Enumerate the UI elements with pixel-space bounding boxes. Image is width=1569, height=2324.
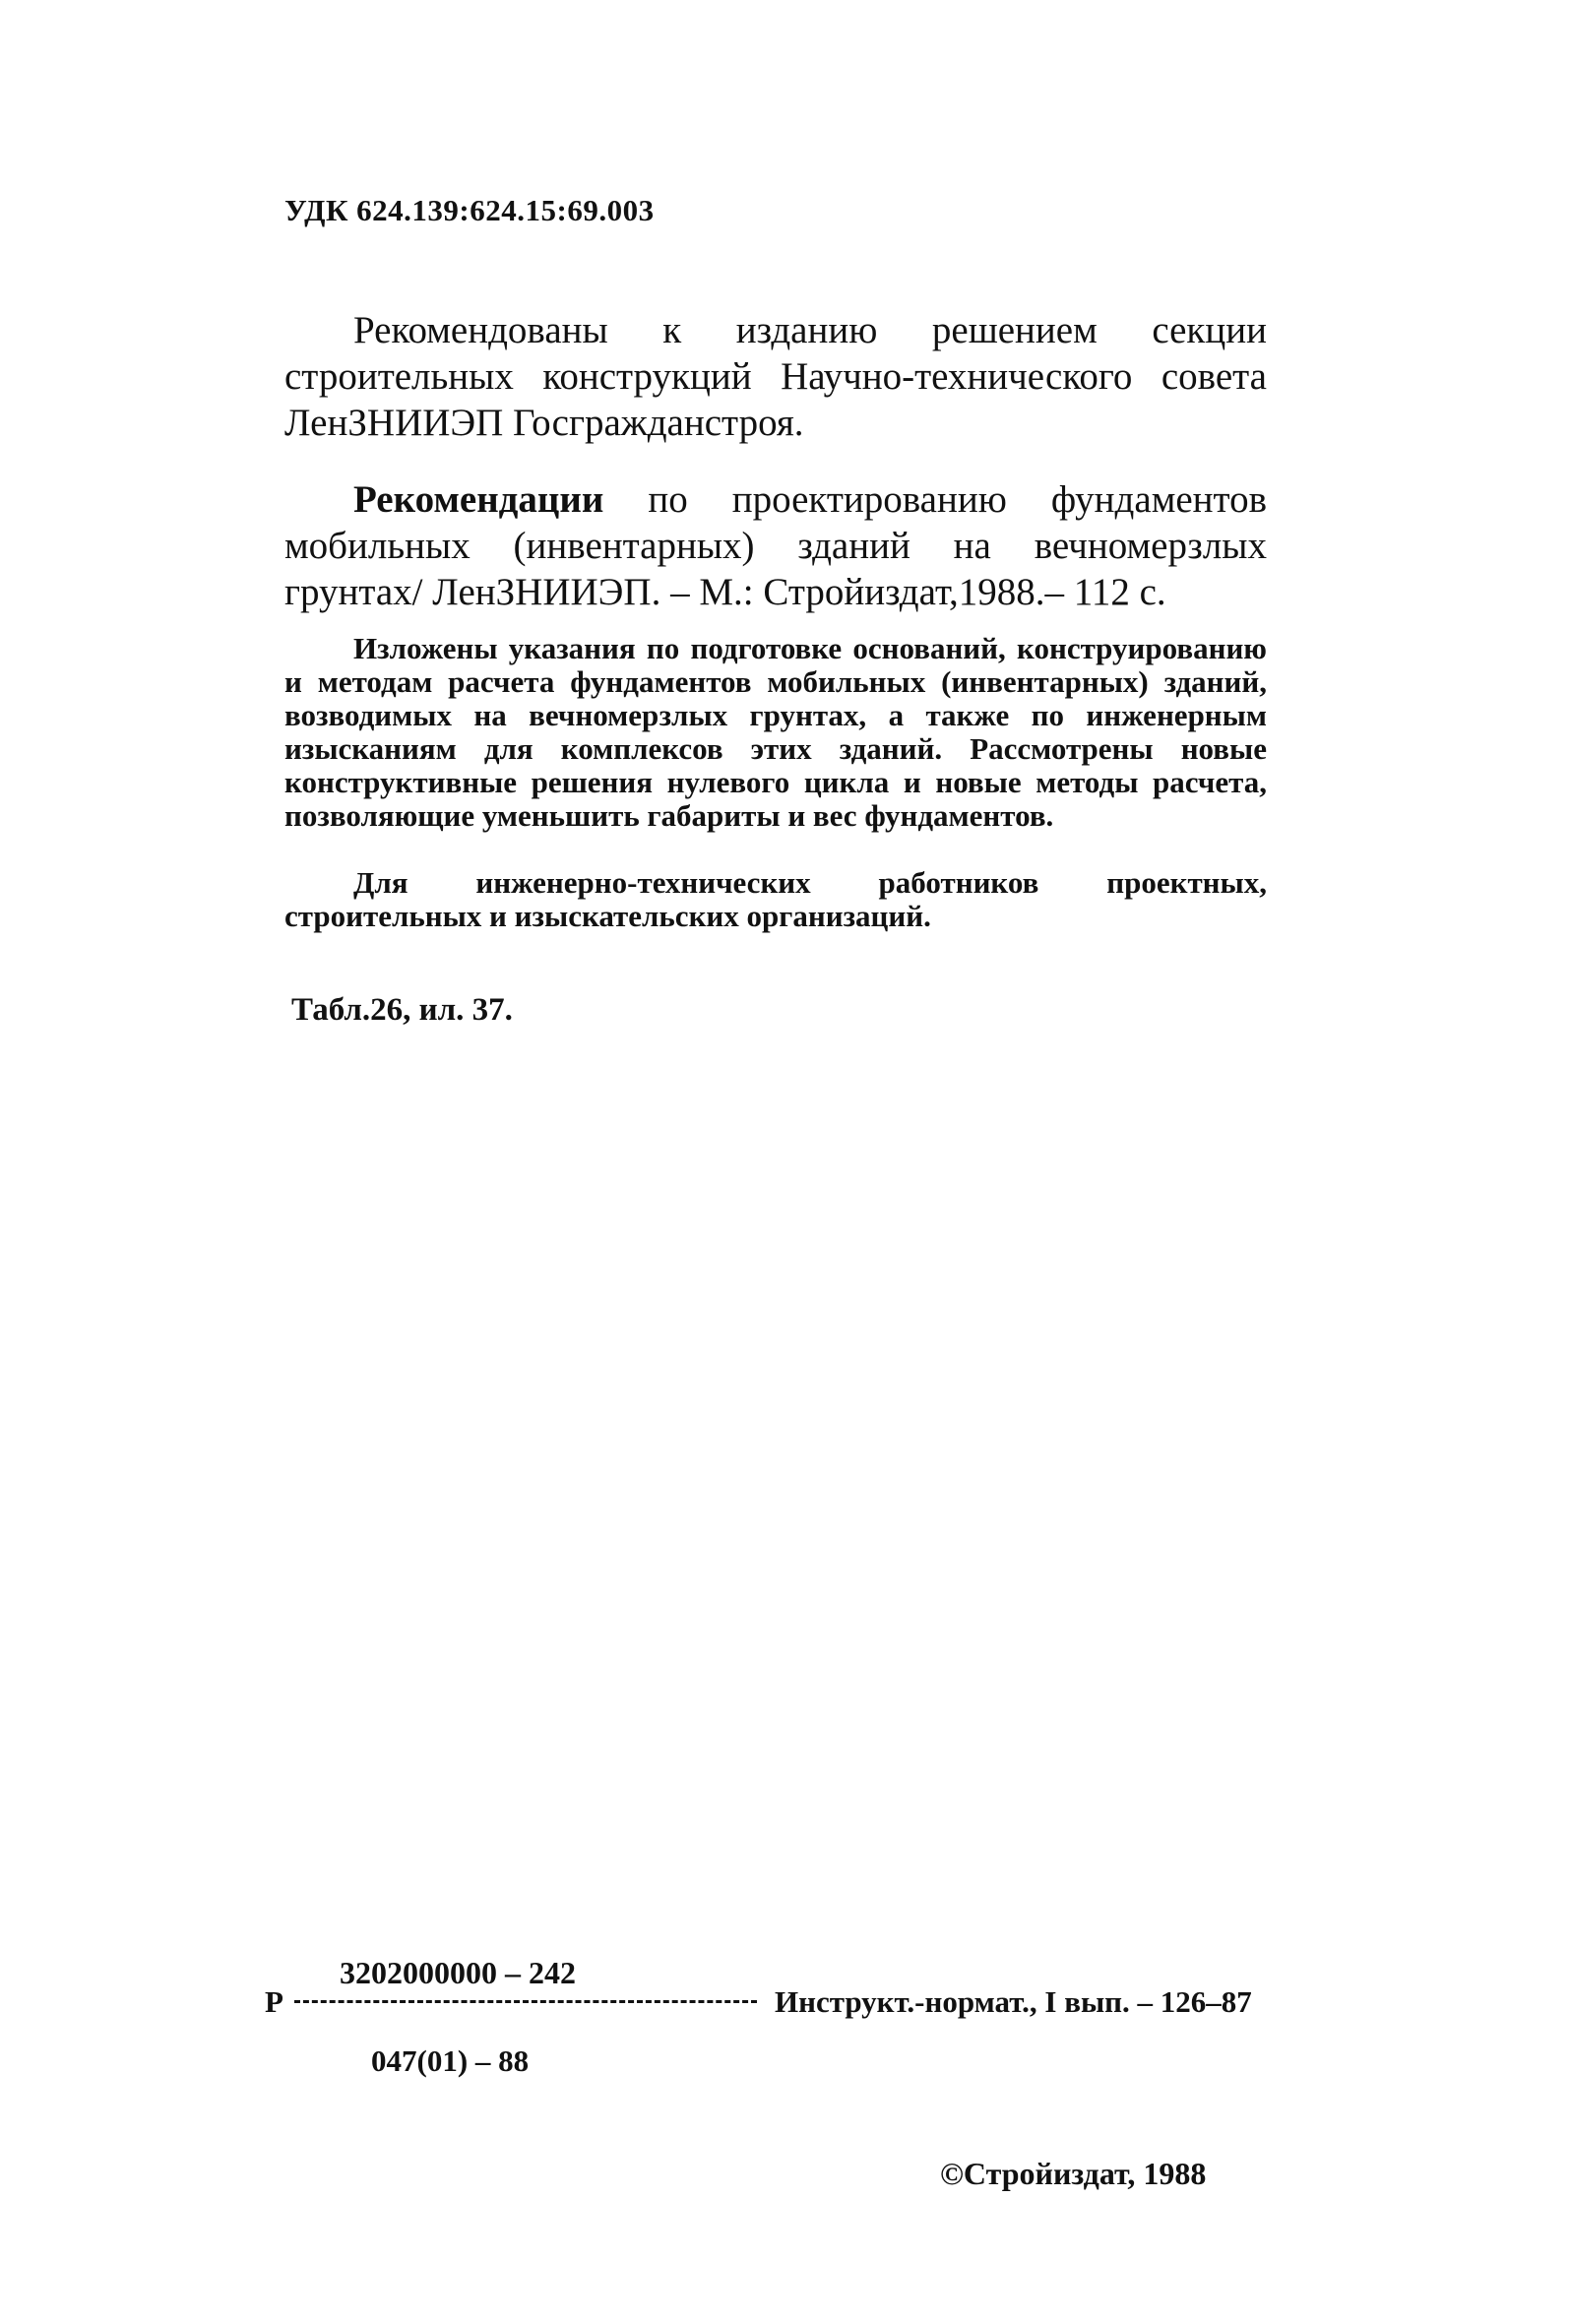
catalog-code <box>265 1955 1348 2078</box>
tables-illustrations-count: Табл.26, ил. 37. <box>291 992 513 1028</box>
catalog-denominator: 047(01) – 88 <box>371 2043 530 2078</box>
catalog-fraction-line <box>294 2000 757 2003</box>
copyright-line: ©Стройиздат, 1988 <box>940 2156 1207 2191</box>
citation-text: по проектированию фундаментов мобильных (инвентарных) зданий на вечномерзлых грунтах/ ЛенЗНИИЭП. – М.: Стройиздат,1988.– 112 с. <box>284 478 1267 613</box>
recommendation-note: Рекомендованы к изданию решением секции строительных конструкций Научно-технического совета ЛенЗНИИЭП Госгражданстроя. <box>284 309 1267 444</box>
catalog-numerator: 3202000000 – 242 <box>340 1955 576 1990</box>
audience-paragraph: Для инженерно-технических работников проектных, строительных и изыскательских организаций. <box>284 865 1267 933</box>
abstract-paragraph: Изложены указания по подготовке оснований, конструированию и методам расчета фундаментов мобильных (инвентарных) зданий, возводимых на вечномерзлых грунтах, а также по инженерным изысканиям для комплексов этих зданий. Рассмотрены новые конструктивные решения нулевого цикла и новые методы расчета, позволяющие уменьшить габариты и вес фундаментов. <box>284 631 1267 833</box>
bibliographic-citation <box>284 476 1267 615</box>
catalog-letter: Р <box>265 1984 283 2019</box>
udc-code: УДК 624.139:624.15:69.003 <box>284 193 655 227</box>
citation-title: Рекомендации <box>353 478 604 521</box>
catalog-series: Инструкт.-нормат., I вып. – 126–87 <box>775 1984 1252 2019</box>
